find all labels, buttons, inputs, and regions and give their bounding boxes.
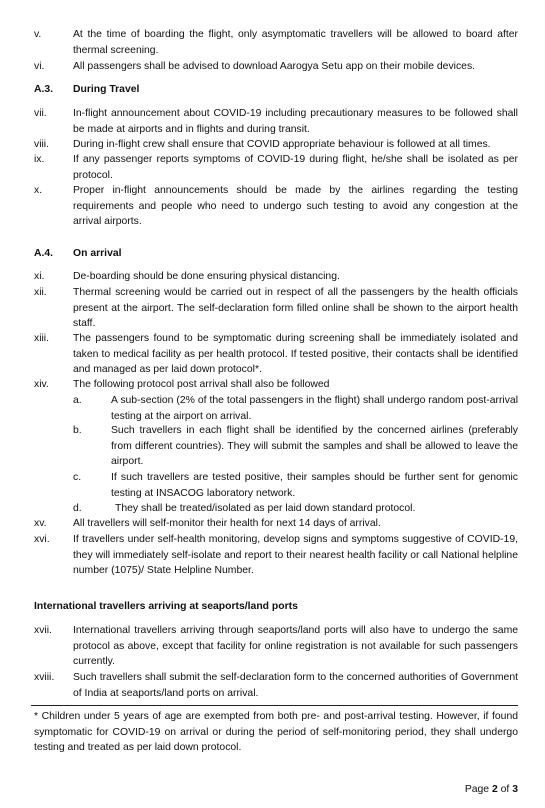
- section-number: A.3.: [34, 84, 54, 95]
- item-number: ix.: [34, 154, 45, 165]
- item-number: v.: [34, 29, 42, 40]
- list-item: [34, 516, 518, 532]
- item-text: All passengers shall be advised to download Aarogya Setu app on their mobile devices.: [73, 61, 476, 72]
- item-text: All travellers will self-monitor their health for next 14 days of arrival.: [73, 518, 381, 529]
- list-item: [34, 137, 518, 153]
- section-title: During Travel: [73, 84, 140, 95]
- item-number: xii.: [34, 287, 47, 298]
- list-item: [34, 269, 518, 285]
- item-text: In-flight announcement about COVID-19 including precautionary measures to be followed shall be made at airports and in flights and during transit.: [73, 108, 518, 135]
- item-number: xiii.: [34, 333, 50, 344]
- item-text: If travellers under self-health monitoring, develop signs and symptoms suggestive of COVID-19, they will immediately self-isolate and report to their nearest health facility or call National helpline number (1075)/ State Helpline Number.: [73, 534, 518, 577]
- list-item: [34, 285, 518, 332]
- item-text: Such travellers shall submit the self-declaration form to the concerned authorities of Government of India at seaports/land ports on arrival.: [73, 672, 518, 699]
- item-number: viii.: [34, 139, 50, 150]
- item-number: x.: [34, 185, 43, 196]
- item-text: The passengers found to be symptomatic during screening shall be immediately isolated and taken to medical facility as per health protocol. If tested positive, their contacts shall be identified and managed as per laid down protocol*.: [73, 333, 518, 376]
- section-title: On arrival: [73, 248, 122, 259]
- item-text: At the time of boarding the flight, only asymptomatic travellers will be allowed to board after thermal screening.: [73, 29, 518, 56]
- sub-item-text: They shall be treated/isolated as per laid down standard protocol.: [115, 503, 416, 514]
- list-item: [34, 532, 518, 579]
- sub-list-item: [73, 423, 518, 470]
- footnote: * Children under 5 years of age are exempted from both pre- and post-arrival testing. However, if found symptomatic for COVID-19 on arrival or during the period of self-monitoring period, they shall undergo testing and treated as per laid down protocol.: [34, 711, 518, 754]
- list-item: [34, 331, 518, 378]
- item-number: xi.: [34, 271, 45, 282]
- list-item: [34, 152, 518, 183]
- sub-item-letter: d.: [73, 503, 82, 514]
- item-number: vi.: [34, 61, 45, 72]
- item-text: If any passenger reports symptoms of COVID-19 during flight, he/she shall be isolated as per protocol.: [73, 154, 518, 181]
- item-text: Thermal screening would be carried out in respect of all the passengers by the health officials present at the airport. The self-declaration form filled online shall be shown to the airport health staff.: [73, 287, 518, 330]
- item-text: During in-flight crew shall ensure that COVID appropriate behaviour is followed at all times.: [73, 139, 491, 150]
- list-item: [34, 670, 518, 701]
- item-number: xv.: [34, 518, 47, 529]
- section-number: A.4.: [34, 248, 54, 259]
- sub-item-letter: a.: [73, 395, 82, 406]
- item-number: xiv.: [34, 379, 49, 390]
- sub-item-letter: c.: [73, 472, 82, 483]
- sub-item-letter: b.: [73, 425, 82, 436]
- item-number: xvi.: [34, 534, 50, 545]
- section-heading-ports: International travellers arriving at seaports/land ports: [34, 601, 298, 612]
- page-current: 2: [491, 784, 498, 795]
- sub-item-text: Such travellers in each flight shall be identified by the concerned airlines (preferably from different countries). They will submit the samples and shall be allowed to leave the airport.: [111, 425, 518, 468]
- sub-item-text: A sub-section (2% of the total passengers in the flight) shall undergo random post-arrival testing at the airport on arrival.: [111, 395, 518, 422]
- item-text: Proper in-flight announcements should be made by the airlines regarding the testing requirements and people who need to undergo such testing to avoid any congestion at the arrival airports.: [73, 185, 518, 228]
- item-number: xvii.: [34, 625, 52, 636]
- footnote-divider: [31, 705, 518, 706]
- sub-list-item: [73, 393, 518, 424]
- list-item: [34, 183, 518, 230]
- section-heading-a4: [34, 246, 122, 262]
- page-label: Page: [464, 784, 490, 795]
- page-number: [465, 782, 518, 798]
- sub-item-text: If such travellers are tested positive, their samples should be further sent for genomic testing at INSACOG laboratory network.: [111, 472, 518, 499]
- list-item: [34, 59, 518, 75]
- list-item: [34, 106, 518, 137]
- item-number: vii.: [34, 108, 47, 119]
- section-heading-a3: [34, 82, 139, 98]
- item-text: De-boarding should be done ensuring physical distancing.: [73, 271, 340, 282]
- item-text: International travellers arriving through seaports/land ports will also have to undergo the same protocol as above, except that facility for online registration is not available for such passengers currently.: [73, 625, 518, 668]
- page-total: 3: [512, 784, 518, 795]
- item-number: xviii.: [34, 672, 55, 683]
- page-of-label: of: [500, 784, 510, 795]
- list-item: [34, 27, 518, 58]
- list-item: [34, 623, 518, 670]
- sub-list-item: [73, 470, 518, 501]
- list-item: [34, 377, 518, 393]
- sub-list-item: [73, 501, 518, 517]
- item-text: The following protocol post arrival shall also be followed: [73, 379, 330, 390]
